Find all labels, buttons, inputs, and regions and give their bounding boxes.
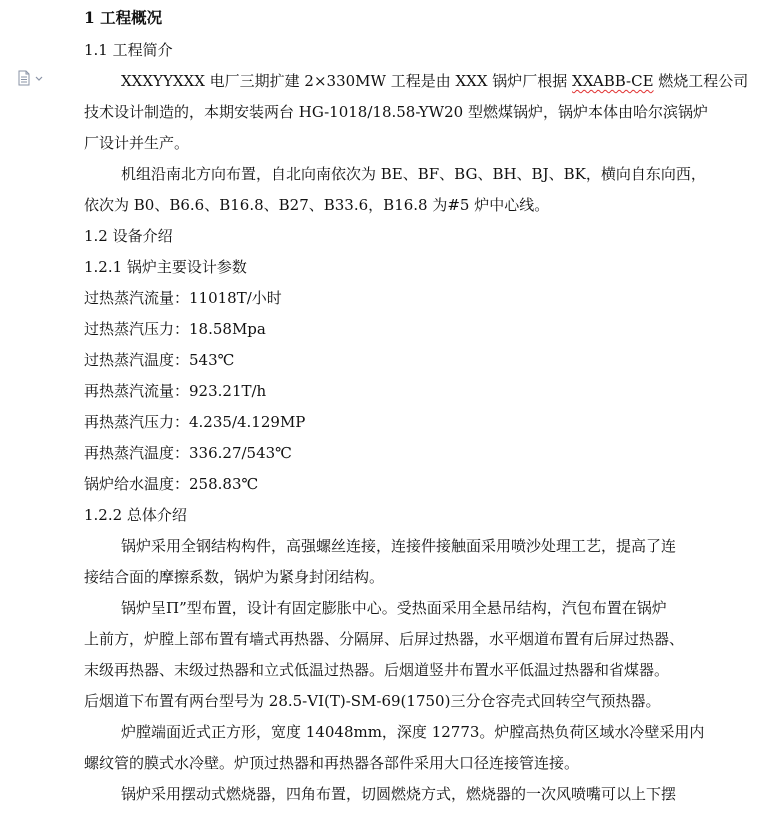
- intro-paragraph-line: [84, 66, 749, 97]
- layout2-paragraph-line: 后烟道下布置有两台型号为 28.5-VI(T)-SM-69(1750)三分仓容壳式回转空气预热器。: [84, 692, 661, 710]
- param-line: 再热蒸汽温度：336.27/543℃: [84, 444, 292, 462]
- layout2-paragraph-line: 上前方，炉膛上部布置有墙式再热器、分隔屏、后屏过热器，水平烟道布置有后屏过热器、: [84, 630, 685, 648]
- layout-paragraph-line: 依次为 B0、B6.6、B16.8、B27、B33.6，B16.8 为#5 炉中心线。: [84, 196, 550, 214]
- section-heading-1-1: 1.1 工程简介: [84, 41, 173, 59]
- section-heading-1-2: 1.2 设备介绍: [84, 227, 173, 245]
- furnace-paragraph-line: 螺纹管的膜式水冷壁。炉顶过热器和再热器各部件采用大口径连接管连接。: [84, 754, 580, 772]
- overall-paragraph-line: 接结合面的摩擦系数，锅炉为紧身封闭结构。: [84, 568, 385, 586]
- intro-paragraph-line: 厂设计并生产。: [84, 134, 190, 152]
- burner-paragraph-line: 锅炉采用摆动式燃烧器，四角布置，切圆燃烧方式，燃烧器的一次风喷嘴可以上下摆: [121, 785, 677, 803]
- layout2-paragraph-line: 末级再热器、末级过热器和立式低温过热器。后烟道竖井布置水平低温过热器和省煤器。: [84, 661, 670, 679]
- param-line: 锅炉给水温度：258.83℃: [84, 475, 259, 493]
- param-line: 过热蒸汽温度：543℃: [84, 351, 235, 369]
- layout-paragraph-line: 机组沿南北方向布置，自北向南依次为 BE、BF、BG、BH、BJ、BK，横向自东向西，: [121, 165, 706, 183]
- param-line: 过热蒸汽压力：18.58Mpa: [84, 320, 266, 338]
- section-heading-1-2-1: 1.2.1 锅炉主要设计参数: [84, 258, 247, 276]
- param-line: 过热蒸汽流量：11018T/小时: [84, 289, 282, 307]
- document-body[interactable]: [84, 0, 749, 810]
- overall-paragraph-line: 锅炉采用全钢结构构件，高强螺丝连接，连接件接触面采用喷沙处理工艺，提高了连: [121, 537, 677, 555]
- section-heading-1-2-2: 1.2.2 总体介绍: [84, 506, 187, 524]
- param-line: 再热蒸汽压力：4.235/4.129MP: [84, 413, 306, 431]
- chapter-heading: 1 工程概况: [84, 8, 163, 27]
- spellcheck-flagged-word[interactable]: XXABB-CE: [572, 72, 654, 90]
- intro-paragraph-line: 技术设计制造的，本期安装两台 HG-1018/18.58-YW20 型燃煤锅炉，锅炉本体由哈尔滨锅炉: [84, 103, 708, 121]
- param-line: 再热蒸汽流量：923.21T/h: [84, 382, 267, 400]
- intro-text: 燃烧工程公司: [653, 72, 749, 90]
- layout2-paragraph-line: 锅炉呈Π”型布置，设计有固定膨胀中心。受热面采用全悬吊结构，汽包布置在锅炉: [121, 599, 667, 617]
- paragraph-options-icon[interactable]: [17, 70, 47, 86]
- furnace-paragraph-line: 炉膛端面近式正方形，宽度 14048mm，深度 12773。炉膛高热负荷区域水冷壁采用内: [121, 723, 705, 741]
- intro-text: XXXYYXXX 电厂三期扩建 2×330MW 工程是由 XXX 锅炉厂根据: [121, 72, 573, 90]
